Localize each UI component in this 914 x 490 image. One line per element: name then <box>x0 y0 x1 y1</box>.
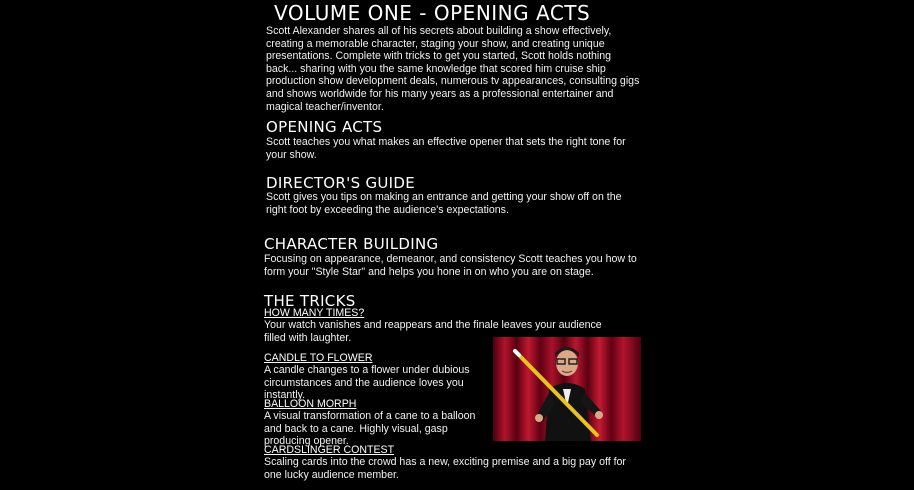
trick-text-balloon-morph: A visual transformation of a cane to a balloon and back to a cane. Highly visual, gasp producing opener. <box>264 410 476 448</box>
text-opening-acts: Scott teaches you what makes an effective opener that sets the right tone for your show. <box>266 136 626 161</box>
heading-character-building: CHARACTER BUILDING <box>264 235 439 253</box>
text-directors-guide: Scott gives you tips on making an entrance and getting your show off on the right foot by exceeding the audience's expectations. <box>266 191 622 216</box>
intro-paragraph: Scott Alexander shares all of his secrets about building a show effectively, creating a memorable character, staging your show, and creating unique presentations. Complete with tricks to get you started, Scott holds nothing back... sharing with you the same knowledge that scored him cruise ship production show development deals, numerous tv appearances, consulting gigs and shows worldwide for his many years as a professional entertainer and magical teacher/inventor. <box>266 25 640 113</box>
performer-illustration <box>493 337 641 441</box>
trick-text-how-many-times: Your watch vanishes and reappears and the finale leaves your audience filled with laughter. <box>264 319 602 344</box>
performer-photo <box>493 337 641 441</box>
text-character-building: Focusing on appearance, demeanor, and consistency Scott teaches you how to form your "Style Star" and helps you hone in on who you are on stage. <box>264 253 637 278</box>
trick-name-how-many-times: HOW MANY TIMES? <box>264 307 365 319</box>
trick-text-candle-to-flower: A candle changes to a flower under dubious circumstances and the audience loves you instantly. <box>264 364 470 402</box>
trick-name-candle-to-flower: CANDLE TO FLOWER <box>264 352 373 364</box>
trick-name-cardslinger-contest: CARDSLINGER CONTEST <box>264 444 395 456</box>
trick-name-balloon-morph: BALLOON MORPH <box>264 398 357 410</box>
trick-text-cardslinger-contest: Scaling cards into the crowd has a new, exciting premise and a big pay off for one lucky audience member. <box>264 456 626 481</box>
heading-directors-guide: DIRECTOR'S GUIDE <box>266 174 416 192</box>
heading-the-tricks: THE TRICKS <box>264 292 356 310</box>
heading-opening-acts: OPENING ACTS <box>266 118 383 136</box>
page-title: VOLUME ONE - OPENING ACTS <box>274 1 591 25</box>
